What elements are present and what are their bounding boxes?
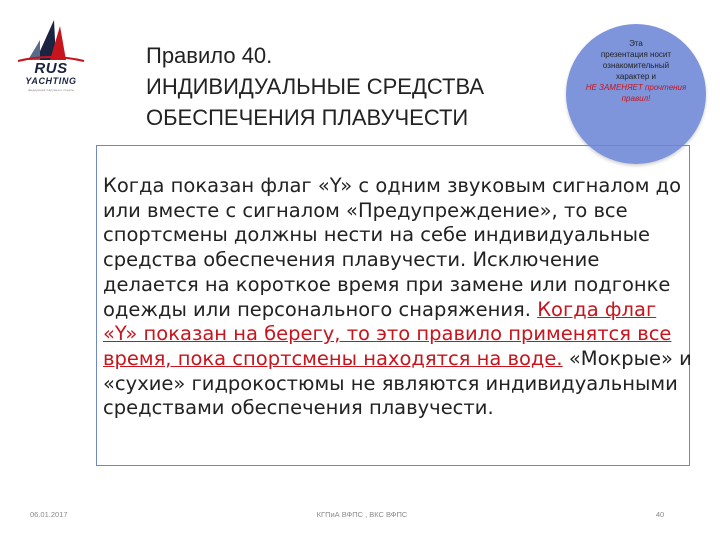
disclaimer-text [566, 38, 706, 104]
footer-page-number: 40 [655, 510, 665, 519]
badge-line-2: презентация носит [600, 50, 672, 59]
rule-text-highlight: Когда флаг «Y» показан на берегу, то это правило применятся все время, пока спортсмены находятся на воде. [103, 297, 672, 370]
badge-line-3: ознакомительный [602, 61, 670, 70]
rule-text-part-1: Когда показан флаг «Y» с одним звуковым сигналом до или вместе с сигналом «Предупреждение», то все спортсмены должны нести на себе индивидуальные средства обеспечения плавучести. Исключение делается на короткое время при замене или подгонке одежды или персонального снаряжения. [103, 174, 682, 321]
badge-line-5: НЕ ЗАМЕНЯЕТ прочтения [585, 83, 687, 92]
logo-word-rus: RUS [34, 60, 68, 77]
rule-text [103, 174, 693, 421]
badge-line-6: правил! [621, 94, 651, 103]
title-line-1: Правило 40. [146, 43, 273, 68]
title-line-2: ИНДИВИДУАЛЬНЫЕ СРЕДСТВА [146, 74, 485, 99]
logo-tagline: федерация парусного спорта [27, 88, 75, 92]
badge-line-4: характер и [615, 72, 656, 81]
badge-line-1: Эта [629, 39, 643, 48]
slide-title [146, 40, 546, 133]
rus-yachting-logo [10, 18, 92, 96]
rule-text-part-2: «Мокрые» и «сухие» гидрокостюмы не являются индивидуальными средствами обеспечения плавучести. [103, 346, 692, 420]
footer-organization: КГПиА ВФПС , ВКС ВФПС [316, 510, 408, 519]
logo-word-yachting: YACHTING [25, 76, 77, 86]
title-line-3: ОБЕСПЕЧЕНИЯ ПЛАВУЧЕСТИ [146, 105, 469, 130]
footer-date: 06.01.2017 [30, 510, 68, 519]
sail-icon [10, 18, 92, 64]
